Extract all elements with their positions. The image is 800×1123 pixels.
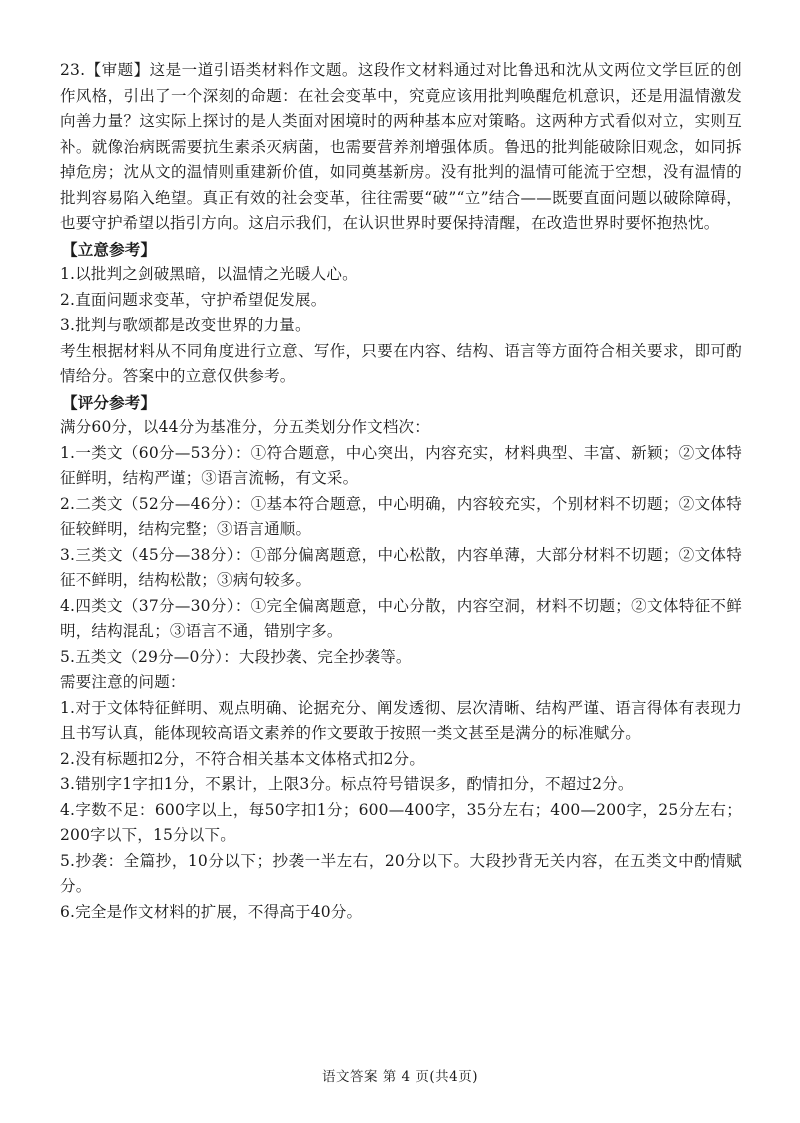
scoring-level: 3.三类文（45分—38分）：①部分偏离题意，中心松散，内容单薄，大部分材料不切题；②文体特征不鲜明，结构松散；③病句较多。 xyxy=(60,545,742,589)
idea-item: 1.以批判之剑破黑暗，以温情之光暖人心。 xyxy=(60,265,358,283)
notes-heading: 需要注意的问题： xyxy=(60,673,186,691)
idea-item: 2.直面问题求变革，守护希望促发展。 xyxy=(60,290,327,309)
note-item: 1.对于文体特征鲜明、观点明确、论据充分、阐发透彻、层次清晰、结构严谨、语言得体有表现力且书写认真，能体现较高语文素养的作文要敢于按照一类文甚至是满分的标准赋分。 xyxy=(60,698,742,742)
scoring-level: 2.二类文（52分—46分）：①基本符合题意，中心明确，内容较充实，个别材料不切题；②文体特征较鲜明，结构完整；③语言通顺。 xyxy=(60,494,742,538)
scoring-heading: 【评分参考】 xyxy=(62,392,157,412)
ideas-heading: 【立意参考】 xyxy=(62,239,157,259)
page-footer: 语文答案 第 4 页(共4页) xyxy=(321,1069,479,1085)
note-item: 2.没有标题扣2分，不符合相关基本文体格式扣2分。 xyxy=(60,749,426,768)
note-item: 4.字数不足：600字以上，每50字扣1分；600—400字，35分左右；400—200字，25分左右；200字以下，15分以下。 xyxy=(60,800,742,844)
scoring-intro: 满分60分，以44分为基准分，分五类划分作文档次： xyxy=(60,418,430,436)
note-item: 5.抄袭：全篇抄，10分以下；抄袭一半左右，20分以下。大段抄背无关内容，在五类文中酌情赋分。 xyxy=(60,851,742,895)
scoring-level: 5.五类文（29分—0分）：大段抄袭、完全抄袭等。 xyxy=(60,647,412,666)
scoring-level: 1.一类文（60分—53分）：①符合题意，中心突出，内容充实，材料典型、丰富、新颖；②文体特征鲜明，结构严谨；③语言流畅，有文采。 xyxy=(60,443,742,487)
note-item: 6.完全是作文材料的扩展，不得高于40分。 xyxy=(60,902,363,921)
idea-item: 3.批判与歌颂都是改变世界的力量。 xyxy=(60,316,311,334)
question-analysis: 23.【审题】这是一道引语类材料作文题。这段作文材料通过对比鲁迅和沈从文两位文学巨匠的创作风格，引出了一个深刻的命题：在社会变革中，究竟应该用批判唤醒危机意识，还是用温情激发向善力量？这实际上探讨的是人类面对困境时的两种基本应对策略。这两种方式看似对立，实则互补。就像治病既需要抗生素杀灭病菌，也需要营养剂增强体质。鲁迅的批判能破除旧观念，如同拆掉危房；沈从文的温情则重建新价值，如同奠基新房。没有批判的温情可能流于空想，没有温情的批判容易陷入绝望。真正有效的社会变革，往往需要“破”“立”结合——既要直面问题以破除障碍，也要守护希望以指引方向。这启示我们，在认识世界时要保持清醒，在改造世界时要怀抱热忱。 xyxy=(60,61,742,232)
note-item: 3.错别字1字扣1分，不累计，上限3分。标点符号错误多，酌情扣分，不超过2分。 xyxy=(60,775,634,793)
scoring-level: 4.四类文（37分—30分）：①完全偏离题意，中心分散，内容空洞，材料不切题；②文体特征不鲜明，结构混乱；③语言不通，错别字多。 xyxy=(60,596,742,640)
answer-content xyxy=(60,58,742,925)
ideas-note: 考生根据材料从不同角度进行立意、写作，只要在内容、结构、语言等方面符合相关要求，即可酌情给分。答案中的立意仅供参考。 xyxy=(60,341,742,385)
